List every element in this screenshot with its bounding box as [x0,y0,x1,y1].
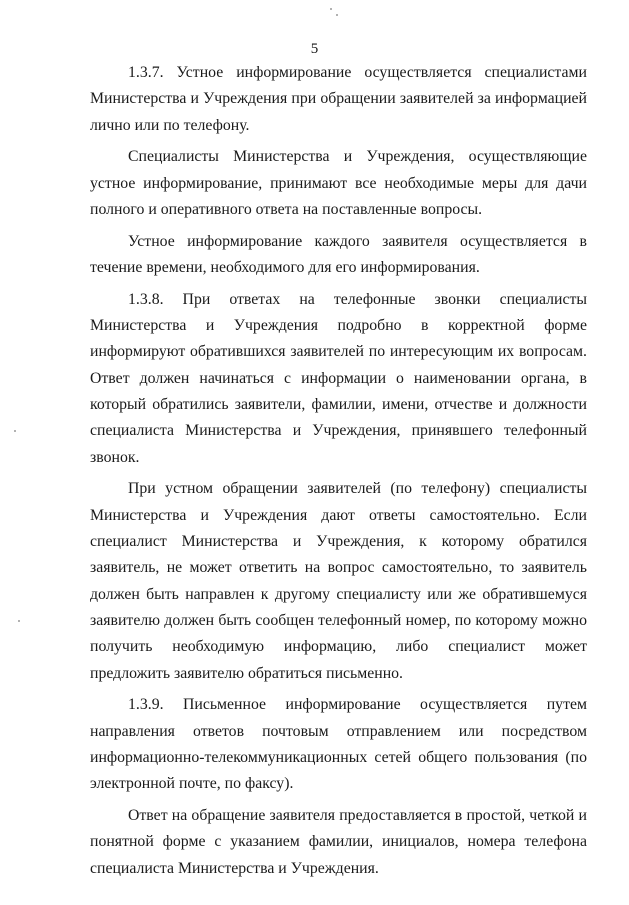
document-body [90,60,587,882]
paragraph-1-3-9: 1.3.9. Письменное информирование осуществляется путем направления ответов почтовым отправлением или посредством информационно-телекоммуникационных сетей общего пользования (по электронной почте, по факсу). [90,696,587,793]
page-number: 5 [310,41,319,57]
paragraph-reply-form: Ответ на обращение заявителя предоставляется в простой, четкой и понятной форме с указанием фамилии, инициалов, номера телефона специалиста Министерства и Учреждения. [90,807,587,877]
scan-speck [14,430,16,432]
paragraph-1-3-7: 1.3.7. Устное информирование осуществляется специалистами Министерства и Учреждения при обращении заявителей за информацией лично или по телефону. [90,64,587,134]
scan-speck [330,8,332,10]
scan-speck [18,620,20,622]
paragraph-phone-answers: При устном обращении заявителей (по телефону) специалисты Министерства и Учреждения дают ответы самостоятельно. Если специалист Министерства и Учреждения, к которому обратился заявитель, не может ответить на вопрос самостоятельно, то заявитель должен быть направлен к другому специалисту или же обратившемуся заявителю должен быть сообщен телефонный номер, по которому можно получить необходимую информацию, либо специалист может предложить заявителю обратиться письменно. [90,480,587,682]
paragraph-oral-duration: Устное информирование каждого заявителя осуществляется в течение времени, необходимого для его информирования. [90,232,587,277]
paragraph-1-3-8: 1.3.8. При ответах на телефонные звонки специалисты Министерства и Учреждения подробно в корректной форме информируют обратившихся заявителей по интересующим их вопросам. Ответ должен начинаться с информации о наименовании органа, в который обратились заявители, фамилии, имени, отчестве и должности специалиста Министерства и Учреждения, принявшего телефонный звонок. [90,290,587,466]
paragraph-oral-specialists: Специалисты Министерства и Учреждения, осуществляющие устное информирование, принимают все необходимые меры для дачи полного и оперативного ответа на поставленные вопросы. [90,148,587,218]
scan-speck [336,14,338,16]
